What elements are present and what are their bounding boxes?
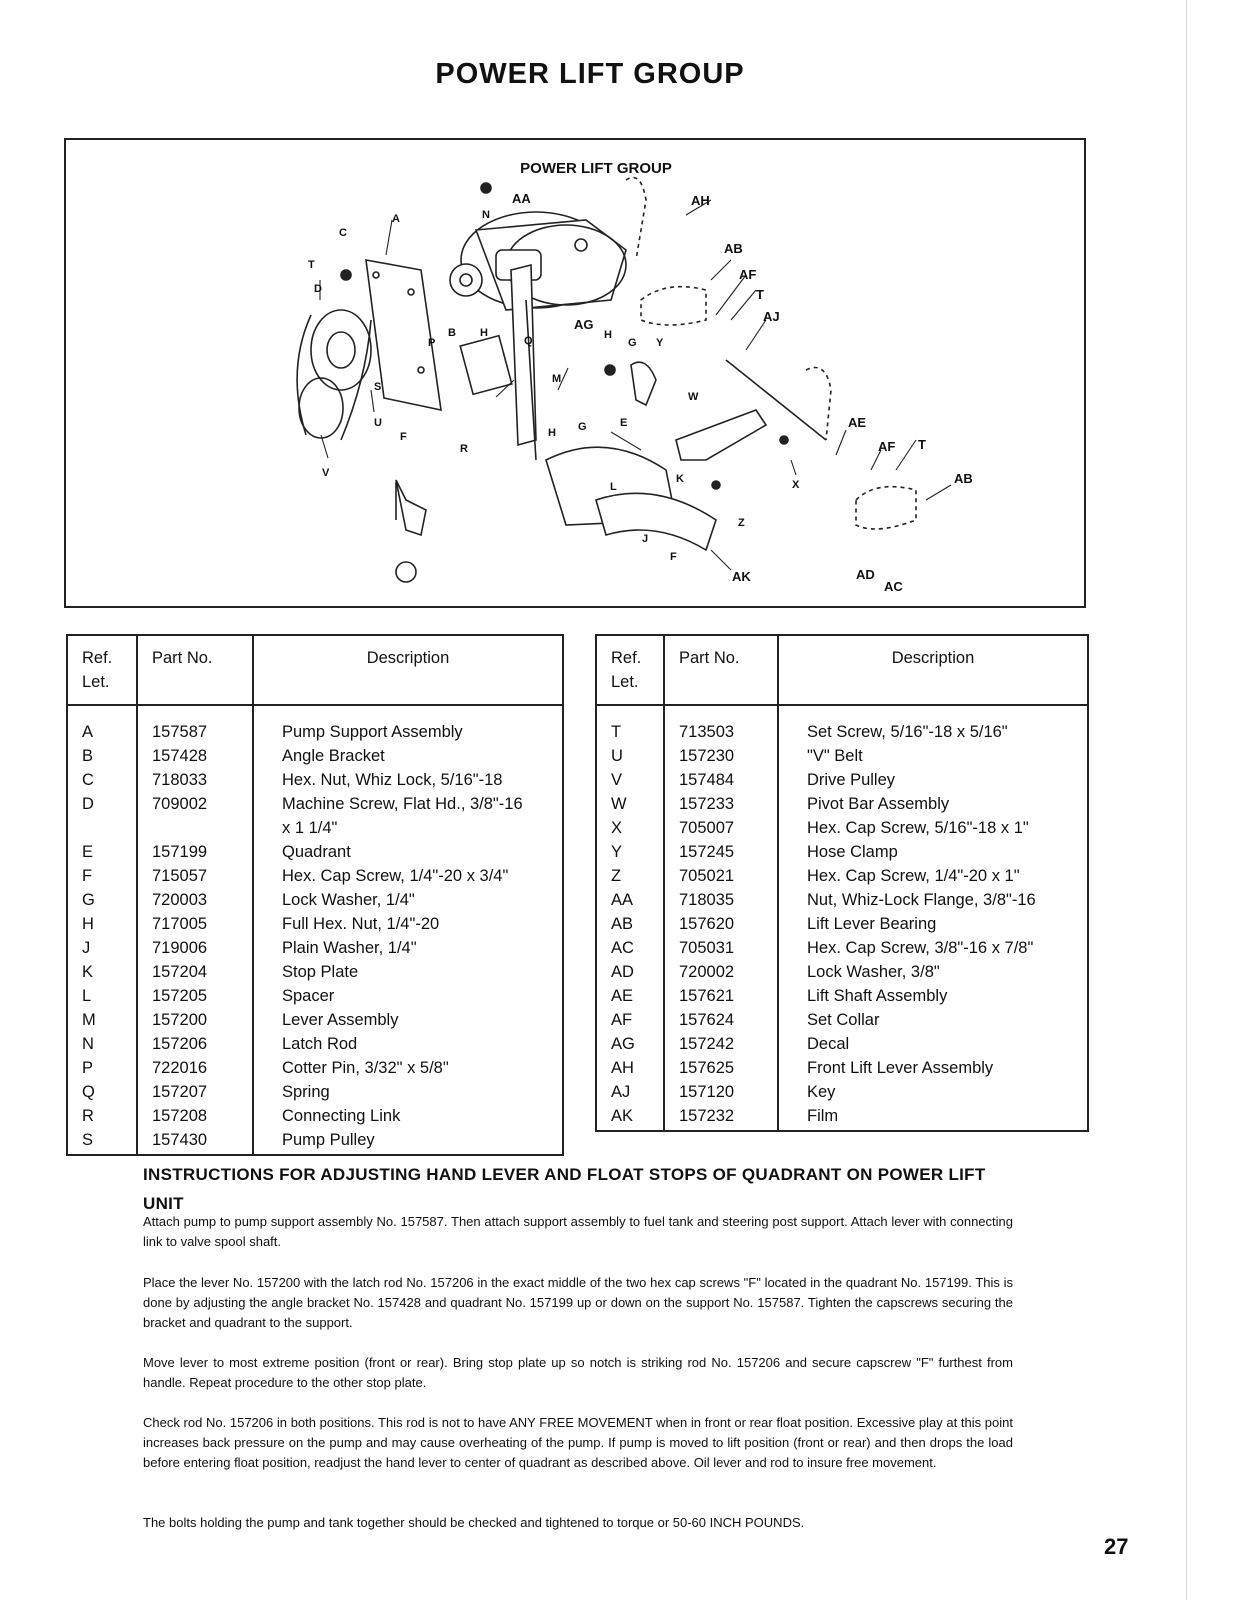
table-row — [67, 864, 563, 888]
cell-ref: AB — [596, 912, 664, 936]
table-row — [596, 864, 1088, 888]
callout-c: C — [339, 227, 347, 239]
cell-ref: AE — [596, 984, 664, 1008]
callout-k: K — [676, 473, 684, 485]
callout-aj: AJ — [763, 309, 780, 324]
cell-desc: Hex. Nut, Whiz Lock, 5/16"-18 — [253, 768, 563, 792]
cell-ref: AH — [596, 1056, 664, 1080]
cell-part: 157625 — [664, 1056, 778, 1080]
page-number: 27 — [1104, 1534, 1129, 1559]
cell-part: 157428 — [137, 744, 253, 768]
cell-desc: Angle Bracket — [253, 744, 563, 768]
callout-n: N — [482, 209, 490, 221]
callout-q: Q — [524, 335, 533, 347]
cell-part — [137, 816, 253, 840]
pulley-belt — [297, 310, 371, 440]
table-row — [596, 744, 1088, 768]
instruction-paragraph: Place the lever No. 157200 with the latch rod No. 157206 in the exact middle of the two hex cap screws "F" located in the quadrant No. 157199. This is done by adjusting the angle bracket No. 157428 and quadrant No. 157199 up or down on the support No. 157587. Tighten the capscrews securing the bracket and quadrant to the support. — [143, 1275, 1013, 1330]
callout-f-2: F — [670, 551, 677, 563]
lift-lever-dashed — [626, 178, 916, 530]
callout-ad: AD — [856, 567, 875, 582]
table-row — [596, 960, 1088, 984]
table-row — [596, 1080, 1088, 1104]
cell-desc: Drive Pulley — [778, 768, 1088, 792]
cell-ref: X — [596, 816, 664, 840]
cell-ref: E — [67, 840, 137, 864]
cell-ref: Q — [67, 1080, 137, 1104]
cell-desc: Spacer — [253, 984, 563, 1008]
diagram-drawing — [66, 140, 1084, 606]
column-header-description: Description — [253, 635, 563, 705]
cell-ref: AC — [596, 936, 664, 960]
callout-ae: AE — [848, 415, 867, 430]
table-row — [596, 792, 1088, 816]
column-header-part-no: Part No. — [664, 635, 778, 705]
exploded-diagram — [64, 138, 1086, 608]
quadrant — [546, 447, 716, 550]
cell-desc: "V" Belt — [778, 744, 1088, 768]
cell-part: 713503 — [664, 705, 778, 744]
cell-desc: Hex. Cap Screw, 3/8"-16 x 7/8" — [778, 936, 1088, 960]
table-row — [596, 840, 1088, 864]
callout-b: B — [448, 327, 456, 339]
table-row — [67, 1056, 563, 1080]
callout-x: X — [792, 479, 800, 491]
cell-ref: L — [67, 984, 137, 1008]
callout-m: M — [552, 373, 562, 385]
pump-body — [450, 212, 626, 310]
table-row — [67, 705, 563, 744]
callout-y: Y — [656, 337, 664, 349]
column-header-part-no: Part No. — [137, 635, 253, 705]
cell-desc: Plain Washer, 1/4" — [253, 936, 563, 960]
cell-desc: Set Collar — [778, 1008, 1088, 1032]
cell-desc: Lift Shaft Assembly — [778, 984, 1088, 1008]
cell-ref: AF — [596, 1008, 664, 1032]
table-row — [596, 936, 1088, 960]
cell-desc: Pump Support Assembly — [253, 705, 563, 744]
cell-part: 717005 — [137, 912, 253, 936]
cell-desc: Quadrant — [253, 840, 563, 864]
callout-af: AF — [739, 267, 757, 282]
table-row — [67, 960, 563, 984]
cell-ref: W — [596, 792, 664, 816]
diagram-title: POWER LIFT GROUP — [520, 160, 672, 177]
latch-parts — [396, 480, 426, 582]
instruction-paragraph: Check rod No. 157206 in both positions. This rod is not to have ANY FREE MOVEMENT when in front or rear float position. Excessive play at this point increases back pressure on the pump and may cause overheating of the pump. If pump is moved to lift position (front or rear) and then drops the load before entering float position, readjust the hand lever to center of quadrant as described above. Oil lever and rod to insure free movement. — [143, 1415, 1013, 1470]
cell-part: 718035 — [664, 888, 778, 912]
table-row — [67, 840, 563, 864]
table-row — [596, 1008, 1088, 1032]
instruction-paragraph: Attach pump to pump support assembly No. 157587. Then attach support assembly to fuel tank and steering post support. Attach lever with connecting link to valve spool shaft. — [143, 1214, 1013, 1249]
cell-ref: S — [67, 1128, 137, 1155]
callout-t-3: T — [308, 259, 315, 271]
cell-desc: Decal — [778, 1032, 1088, 1056]
cell-ref: Y — [596, 840, 664, 864]
table-row — [67, 888, 563, 912]
cell-ref: AK — [596, 1104, 664, 1131]
table-row — [67, 1008, 563, 1032]
cell-part: 720003 — [137, 888, 253, 912]
cell-part: 157199 — [137, 840, 253, 864]
callout-h: H — [604, 329, 612, 341]
cell-ref: K — [67, 960, 137, 984]
cell-part: 157207 — [137, 1080, 253, 1104]
cell-desc: Hex. Cap Screw, 1/4"-20 x 1" — [778, 864, 1088, 888]
cell-ref: F — [67, 864, 137, 888]
callout-g: G — [628, 337, 637, 349]
cell-part: 157242 — [664, 1032, 778, 1056]
column-header-ref: Ref. Let. — [596, 635, 664, 705]
cell-desc: Pivot Bar Assembly — [778, 792, 1088, 816]
table-row — [67, 792, 563, 816]
table-row — [596, 705, 1088, 744]
callout-s: S — [374, 381, 382, 393]
cell-ref: AJ — [596, 1080, 664, 1104]
cell-desc: Hex. Cap Screw, 5/16"-18 x 1" — [778, 816, 1088, 840]
table-row — [67, 768, 563, 792]
callout-d: D — [314, 283, 322, 295]
cell-desc: Spring — [253, 1080, 563, 1104]
cell-ref: AD — [596, 960, 664, 984]
callout-ag: AG — [574, 317, 594, 332]
parts-table-right — [595, 634, 1089, 1132]
callout-ah: AH — [691, 193, 710, 208]
callout-ab-2: AB — [954, 471, 973, 486]
cell-part: 157620 — [664, 912, 778, 936]
cell-part: 157621 — [664, 984, 778, 1008]
cell-desc: Stop Plate — [253, 960, 563, 984]
cell-part: 718033 — [137, 768, 253, 792]
cell-ref: D — [67, 792, 137, 816]
callout-g-2: G — [578, 421, 587, 433]
cell-desc: Key — [778, 1080, 1088, 1104]
table-row — [596, 1056, 1088, 1080]
table-row — [67, 1104, 563, 1128]
cell-part: 719006 — [137, 936, 253, 960]
callout-u: U — [374, 417, 382, 429]
cell-part: 157232 — [664, 1104, 778, 1131]
callout-f: F — [400, 431, 407, 443]
hose-clamp — [631, 362, 656, 405]
table-row — [67, 744, 563, 768]
cell-ref: AA — [596, 888, 664, 912]
cell-ref — [67, 816, 137, 840]
cell-desc: Full Hex. Nut, 1/4"-20 — [253, 912, 563, 936]
cell-ref: Z — [596, 864, 664, 888]
callout-h-3: H — [548, 427, 556, 439]
cell-part: 157484 — [664, 768, 778, 792]
cell-part: 157233 — [664, 792, 778, 816]
cell-ref: B — [67, 744, 137, 768]
cell-ref: A — [67, 705, 137, 744]
cell-ref: AG — [596, 1032, 664, 1056]
cell-part: 157205 — [137, 984, 253, 1008]
cell-desc: Pump Pulley — [253, 1128, 563, 1155]
cell-desc: Hose Clamp — [778, 840, 1088, 864]
cell-ref: T — [596, 705, 664, 744]
instructions-heading: INSTRUCTIONS FOR ADJUSTING HAND LEVER AND FLOAT STOPS OF QUADRANT ON POWER LIFT UNIT — [143, 1165, 986, 1213]
cell-ref: C — [67, 768, 137, 792]
cell-desc: Nut, Whiz-Lock Flange, 3/8"-16 — [778, 888, 1088, 912]
cell-part: 157200 — [137, 1008, 253, 1032]
callout-t-2: T — [918, 437, 926, 452]
callout-j: J — [642, 533, 649, 545]
callout-r: R — [460, 443, 468, 455]
pivot-bar — [676, 410, 766, 460]
cell-part: 157120 — [664, 1080, 778, 1104]
cell-ref: M — [67, 1008, 137, 1032]
callout-v: V — [322, 467, 330, 479]
table-row — [596, 912, 1088, 936]
cell-desc: Lock Washer, 3/8" — [778, 960, 1088, 984]
cell-ref: N — [67, 1032, 137, 1056]
cell-part: 705021 — [664, 864, 778, 888]
callout-h-2: H — [480, 327, 488, 339]
table-row — [596, 888, 1088, 912]
table-row — [67, 912, 563, 936]
cell-ref: J — [67, 936, 137, 960]
cell-ref: G — [67, 888, 137, 912]
cell-part: 157430 — [137, 1128, 253, 1155]
cell-part: 157230 — [664, 744, 778, 768]
cell-part: 157208 — [137, 1104, 253, 1128]
cell-part: 709002 — [137, 792, 253, 816]
cell-desc: Set Screw, 5/16"-18 x 5/16" — [778, 705, 1088, 744]
table-row — [67, 1032, 563, 1056]
instruction-paragraph: Move lever to most extreme position (front or rear). Bring stop plate up so notch is striking rod No. 157206 and secure capscrew "F" furthest from handle. Repeat procedure to the other stop plate. — [143, 1355, 1013, 1390]
table-row — [596, 816, 1088, 840]
callout-z: Z — [738, 517, 745, 529]
cell-part: 715057 — [137, 864, 253, 888]
cell-desc: Lever Assembly — [253, 1008, 563, 1032]
table-row — [596, 1032, 1088, 1056]
page-edge-rule — [1186, 0, 1187, 1600]
cell-part: 705007 — [664, 816, 778, 840]
cell-desc: x 1 1/4" — [253, 816, 563, 840]
cell-desc: Film — [778, 1104, 1088, 1131]
instruction-paragraph: The bolts holding the pump and tank together should be checked and tightened to torque or 50-60 INCH POUNDS. — [143, 1515, 805, 1530]
cell-desc: Latch Rod — [253, 1032, 563, 1056]
table-row — [596, 768, 1088, 792]
cell-ref: H — [67, 912, 137, 936]
cell-ref: V — [596, 768, 664, 792]
callout-a: A — [392, 213, 400, 225]
table-row — [596, 1104, 1088, 1131]
cell-ref: R — [67, 1104, 137, 1128]
table-row — [67, 1128, 563, 1155]
callout-t: T — [756, 287, 764, 302]
cell-part: 722016 — [137, 1056, 253, 1080]
cell-desc: Lift Lever Bearing — [778, 912, 1088, 936]
callout-e: E — [620, 417, 628, 429]
column-header-ref: Ref. Let. — [67, 635, 137, 705]
cell-desc: Lock Washer, 1/4" — [253, 888, 563, 912]
cell-desc: Cotter Pin, 3/32" x 5/8" — [253, 1056, 563, 1080]
cell-part: 705031 — [664, 936, 778, 960]
callout-aa: AA — [512, 191, 531, 206]
table-row — [67, 1080, 563, 1104]
table-row — [67, 936, 563, 960]
cell-desc: Connecting Link — [253, 1104, 563, 1128]
cell-desc: Front Lift Lever Assembly — [778, 1056, 1088, 1080]
table-row — [67, 816, 563, 840]
callout-af-2: AF — [878, 439, 896, 454]
cell-part: 157245 — [664, 840, 778, 864]
callout-ab: AB — [724, 241, 743, 256]
table-row — [596, 984, 1088, 1008]
cell-ref: P — [67, 1056, 137, 1080]
parts-table-left — [66, 634, 564, 1156]
cell-desc: Hex. Cap Screw, 1/4"-20 x 3/4" — [253, 864, 563, 888]
page-title: POWER LIFT GROUP — [435, 58, 745, 90]
cell-ref: U — [596, 744, 664, 768]
cell-desc: Machine Screw, Flat Hd., 3/8"-16 — [253, 792, 563, 816]
cell-part: 157624 — [664, 1008, 778, 1032]
column-header-description: Description — [778, 635, 1088, 705]
callout-ak: AK — [732, 569, 751, 584]
table-row — [67, 984, 563, 1008]
cell-part: 157206 — [137, 1032, 253, 1056]
cell-part: 720002 — [664, 960, 778, 984]
callout-w: W — [688, 391, 699, 403]
callout-l: L — [610, 481, 617, 493]
callout-p: P — [428, 337, 436, 349]
callout-ac: AC — [884, 579, 903, 594]
cell-part: 157587 — [137, 705, 253, 744]
cell-part: 157204 — [137, 960, 253, 984]
